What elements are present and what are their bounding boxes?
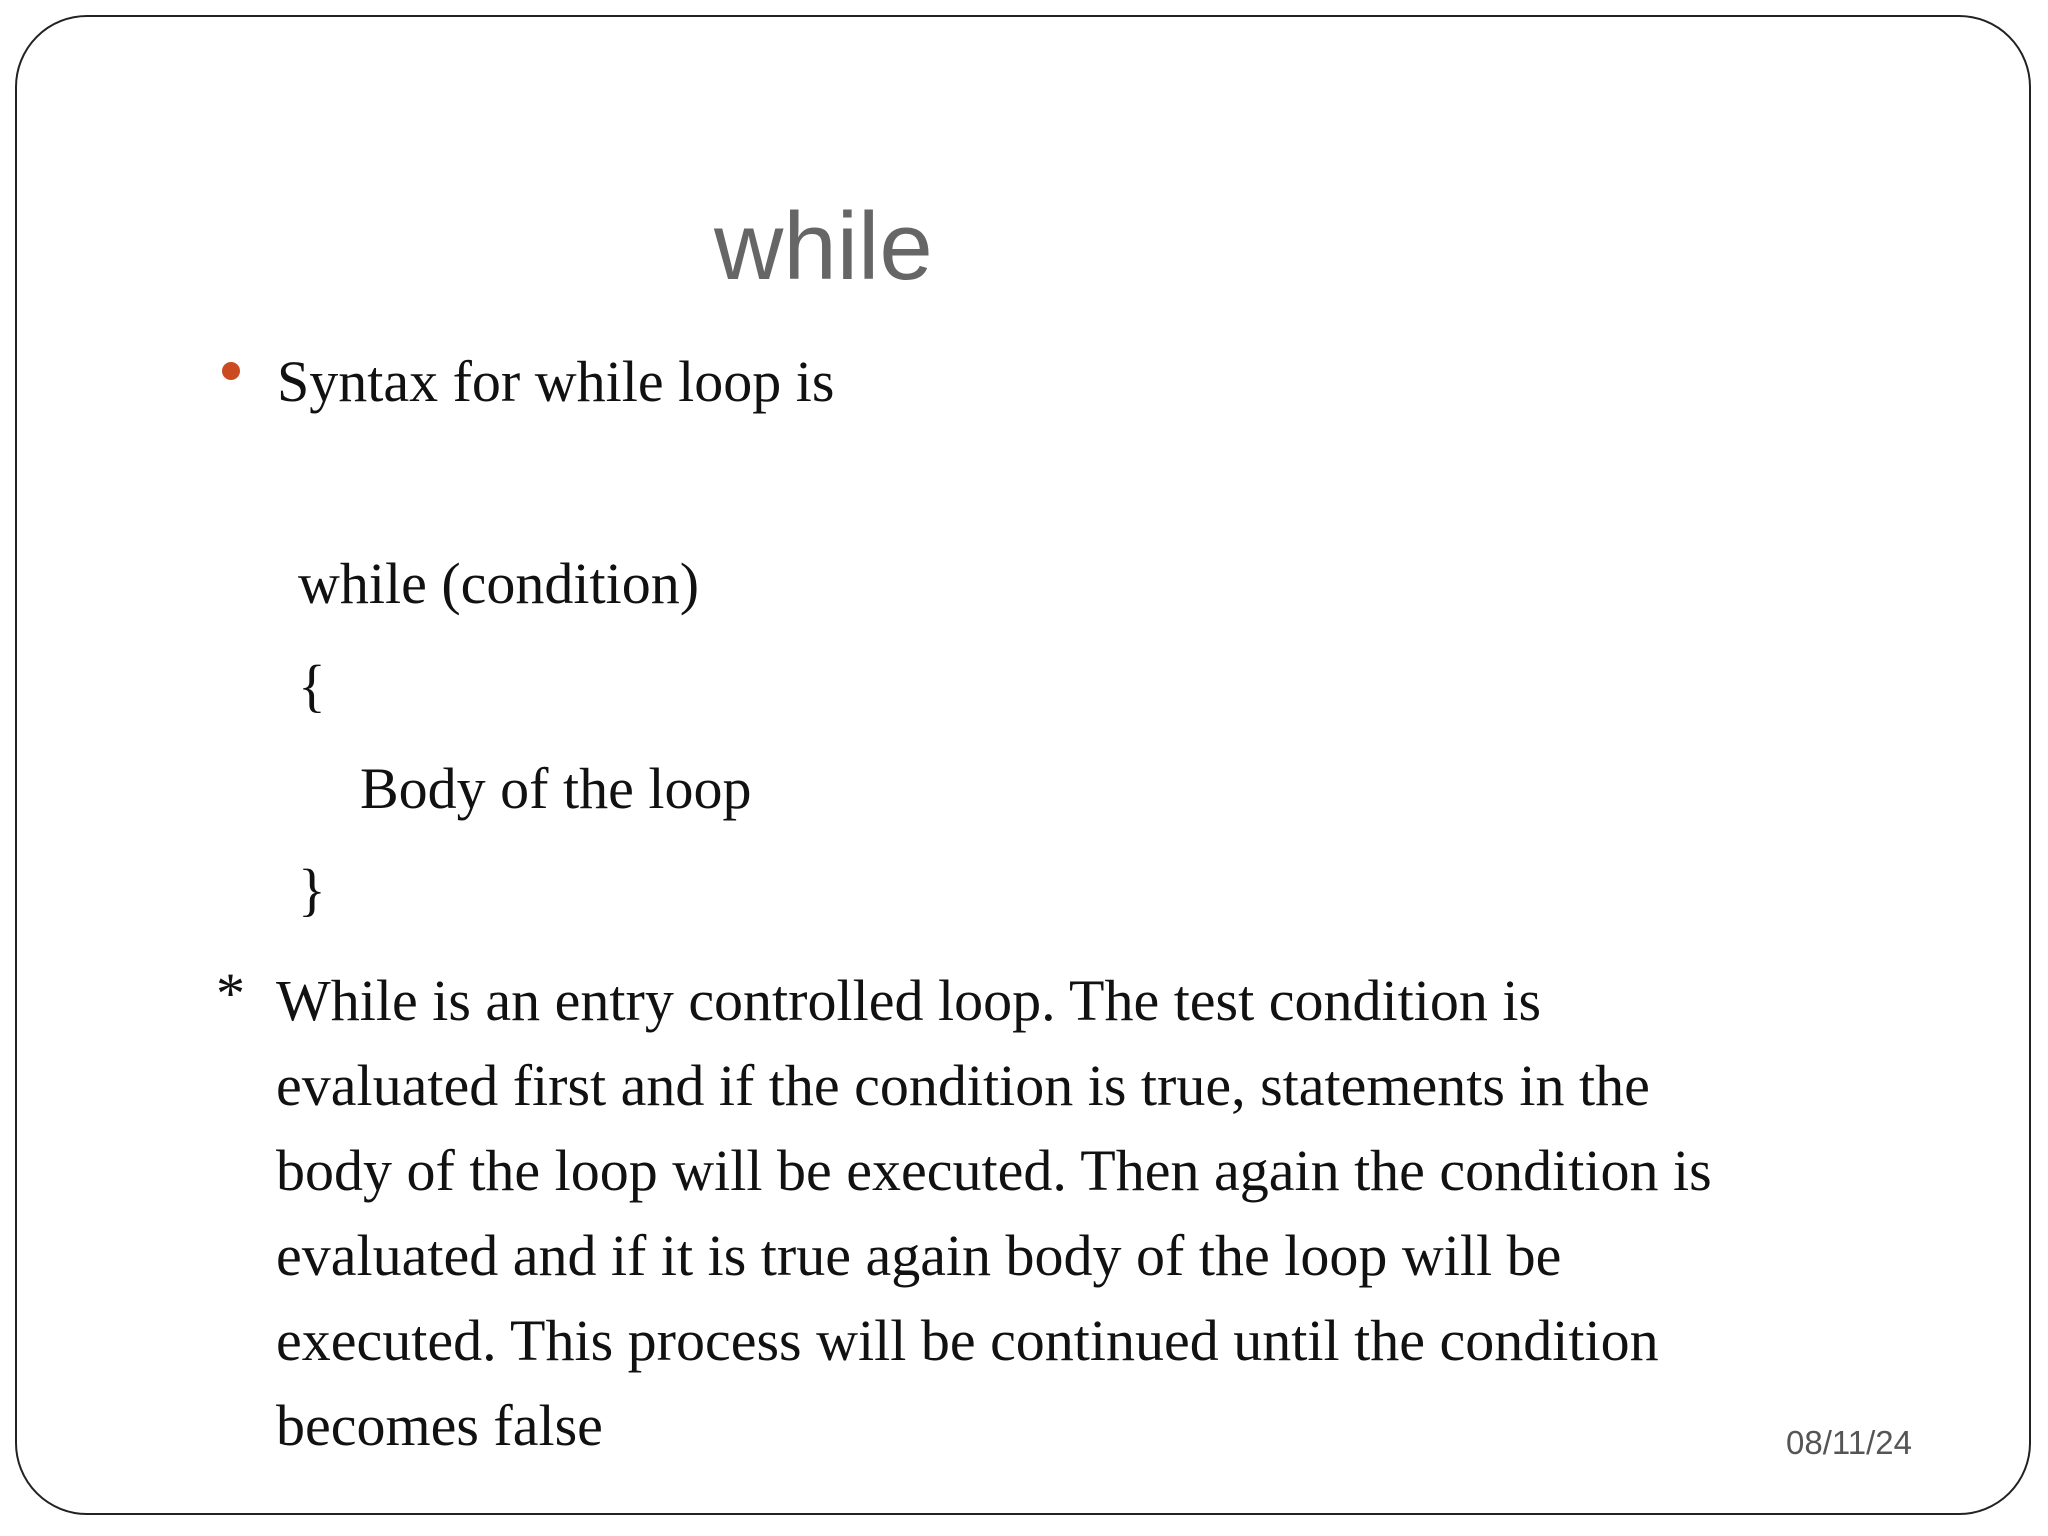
code-line-while: while (condition) (298, 551, 700, 616)
code-line-body: Body of the loop (360, 756, 752, 821)
paragraph-line: executed. This process will be continued until the condition (276, 1308, 1659, 1373)
code-line-open-brace: { (298, 653, 326, 718)
note-marker: * (216, 961, 245, 1026)
explanation-paragraph (276, 958, 1712, 1468)
bullet-text: Syntax for while loop is (277, 349, 835, 414)
paragraph-line: body of the loop will be executed. Then again the condition is (276, 1138, 1712, 1203)
paragraph-line: becomes false (276, 1393, 603, 1458)
slide-title: while (714, 193, 933, 300)
bullet-dot-icon (222, 362, 240, 380)
code-line-close-brace: } (298, 857, 326, 922)
paragraph-line: evaluated first and if the condition is true, statements in the (276, 1053, 1650, 1118)
paragraph-line: evaluated and if it is true again body of the loop will be (276, 1223, 1562, 1288)
paragraph-line: While is an entry controlled loop. The test condition is (276, 968, 1542, 1033)
slide-date: 08/11/24 (1786, 1424, 1913, 1461)
